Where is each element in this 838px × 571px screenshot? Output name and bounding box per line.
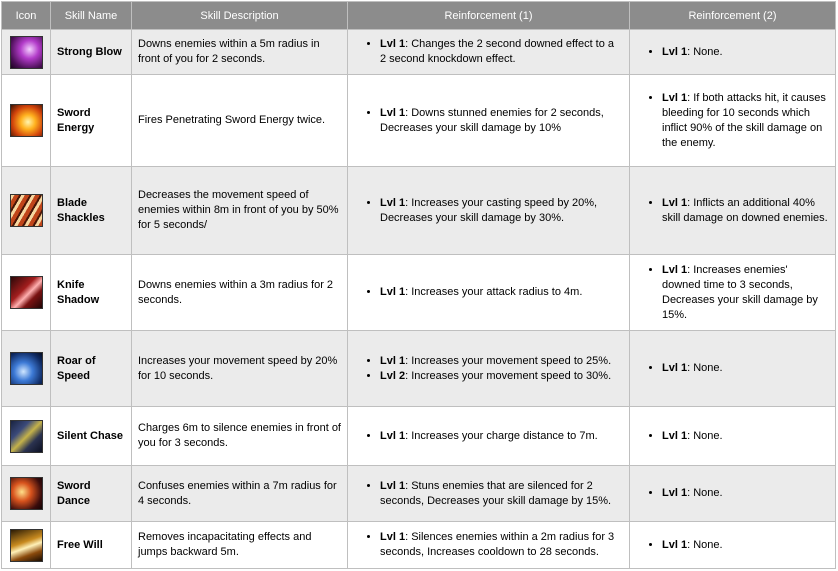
reinforcement-1 (348, 167, 630, 255)
skill-name: Strong Blow (51, 30, 132, 75)
header-reinforcement-1: Reinforcement (1) (348, 2, 630, 30)
skill-name: Free Will (51, 522, 132, 569)
icon-cell (2, 255, 51, 331)
list-item: • Lvl 1: Downs stunned enemies for 2 seconds, Decreases your skill damage by 10% (380, 106, 623, 136)
strong-blow-icon (10, 36, 43, 69)
skill-name: Blade Shackles (51, 167, 132, 255)
skill-description: Charges 6m to silence enemies in front of you for 3 seconds. (132, 407, 348, 466)
sword-energy-icon (10, 104, 43, 137)
list-item: • Lvl 1: Increases your movement speed to 25%. (380, 354, 623, 369)
reinforcement-1 (348, 466, 630, 522)
header-row (2, 2, 836, 30)
table-row (2, 167, 836, 255)
skill-name: Silent Chase (51, 407, 132, 466)
skill-name: Sword Dance (51, 466, 132, 522)
skill-description: Removes incapacitating effects and jumps backward 5m. (132, 522, 348, 569)
skills-table (1, 1, 836, 569)
reinforcement-2 (630, 30, 836, 75)
blade-shackles-icon (10, 194, 43, 227)
icon-cell (2, 466, 51, 522)
icon-cell (2, 407, 51, 466)
list-item: • Lvl 1: If both attacks hit, it causes bleeding for 10 seconds which inflict 90% of the skill damage on the enemy. (662, 91, 829, 151)
reinforcement-1 (348, 75, 630, 167)
table-row (2, 30, 836, 75)
reinforcement-2 (630, 466, 836, 522)
header-icon: Icon (2, 2, 51, 30)
icon-cell (2, 75, 51, 167)
list-item: • Lvl 1: None. (662, 538, 829, 553)
list-item: • Lvl 1: None. (662, 486, 829, 501)
skill-name: Knife Shadow (51, 255, 132, 331)
reinforcement-2 (630, 407, 836, 466)
table-row (2, 331, 836, 407)
list-item: • Lvl 1: Changes the 2 second downed effect to a 2 second knockdown effect. (380, 37, 623, 67)
skill-description: Downs enemies within a 5m radius in front of you for 2 seconds. (132, 30, 348, 75)
list-item: • Lvl 1: Increases your casting speed by 20%, Decreases your skill damage by 30%. (380, 196, 623, 226)
reinforcement-1 (348, 30, 630, 75)
icon-cell (2, 522, 51, 569)
list-item: • Lvl 1: None. (662, 429, 829, 444)
skill-description: Confuses enemies within a 7m radius for 4 seconds. (132, 466, 348, 522)
list-item: • Lvl 1: None. (662, 45, 829, 60)
header-skill-name: Skill Name (51, 2, 132, 30)
list-item: • Lvl 1: Increases your charge distance to 7m. (380, 429, 623, 444)
table-row (2, 255, 836, 331)
reinforcement-2 (630, 255, 836, 331)
table-row (2, 522, 836, 569)
skill-description: Fires Penetrating Sword Energy twice. (132, 75, 348, 167)
skill-description: Increases your movement speed by 20% for 10 seconds. (132, 331, 348, 407)
list-item: • Lvl 1: Increases your attack radius to 4m. (380, 285, 623, 300)
silent-chase-icon (10, 420, 43, 453)
reinforcement-1 (348, 255, 630, 331)
icon-cell (2, 331, 51, 407)
free-will-icon (10, 529, 43, 562)
reinforcement-1 (348, 331, 630, 407)
reinforcement-2 (630, 167, 836, 255)
sword-dance-icon (10, 477, 43, 510)
skill-description: Downs enemies within a 3m radius for 2 seconds. (132, 255, 348, 331)
table-row (2, 407, 836, 466)
list-item: • Lvl 1: None. (662, 361, 829, 376)
skill-name: Roar of Speed (51, 331, 132, 407)
skill-name: Sword Energy (51, 75, 132, 167)
reinforcement-2 (630, 522, 836, 569)
skill-description: Decreases the movement speed of enemies within 8m in front of you by 50% for 5 seconds/ (132, 167, 348, 255)
list-item: • Lvl 1: Increases enemies' downed time to 3 seconds, Decreases your skill damage by 15%. (662, 263, 829, 323)
reinforcement-2 (630, 75, 836, 167)
header-skill-description: Skill Description (132, 2, 348, 30)
table-row (2, 75, 836, 167)
list-item: • Lvl 1: Stuns enemies that are silenced for 2 seconds, Decreases your skill damage by 15%. (380, 479, 623, 509)
list-item: • Lvl 1: Silences enemies within a 2m radius for 3 seconds, Increases cooldown to 28 seconds. (380, 530, 623, 560)
header-reinforcement-2: Reinforcement (2) (630, 2, 836, 30)
icon-cell (2, 167, 51, 255)
reinforcement-1 (348, 522, 630, 569)
list-item: • Lvl 1: Inflicts an additional 40% skill damage on downed enemies. (662, 196, 829, 226)
table-row (2, 466, 836, 522)
reinforcement-2 (630, 331, 836, 407)
list-item: • Lvl 2: Increases your movement speed to 30%. (380, 369, 623, 384)
roar-of-speed-icon (10, 352, 43, 385)
knife-shadow-icon (10, 276, 43, 309)
reinforcement-1 (348, 407, 630, 466)
icon-cell (2, 30, 51, 75)
